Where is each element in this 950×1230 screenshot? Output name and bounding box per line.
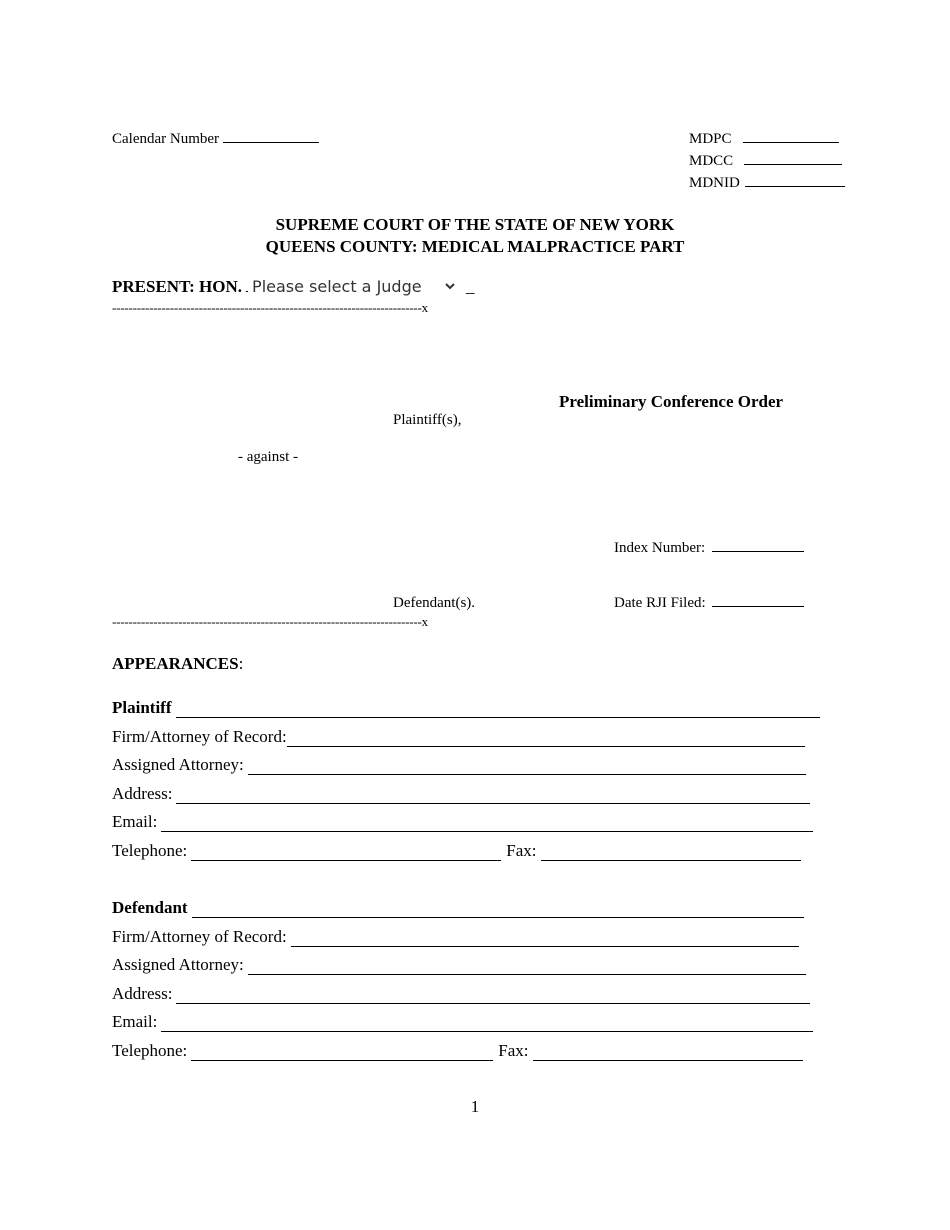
plaintiff-firm-label: Firm/Attorney of Record:	[112, 727, 287, 746]
defendant-assigned-blank[interactable]	[248, 960, 806, 975]
mdnid-field	[689, 175, 845, 192]
plaintiff-assigned-blank[interactable]	[248, 760, 806, 775]
plaintiff-address-label: Address:	[112, 784, 173, 803]
plaintiff-address-row	[112, 784, 810, 804]
mdpc-blank[interactable]	[743, 141, 839, 143]
present-label: PRESENT: HON.	[112, 277, 243, 296]
mdcc-label: MDCC	[689, 153, 734, 169]
plaintiffs-label: Plaintiff(s),	[393, 412, 462, 428]
defendant-firm-blank[interactable]	[291, 932, 799, 947]
mdcc-field	[689, 153, 842, 170]
plaintiff-assigned-label: Assigned Attorney:	[112, 755, 244, 774]
appearances-heading-text: APPEARANCES	[112, 654, 239, 673]
present-trailing: _	[466, 277, 475, 296]
index-number-label: Index Number:	[614, 540, 706, 556]
present-line	[112, 276, 475, 297]
defendant-address-label: Address:	[112, 984, 173, 1003]
plaintiff-assigned-row	[112, 755, 806, 775]
caption-separator-top: ---------------------------------------------------------------------------x	[112, 300, 428, 315]
defendant-party-label: Defendant	[112, 898, 188, 917]
appearances-colon: :	[238, 654, 244, 673]
defendant-party-row	[112, 898, 804, 918]
page-number: 1	[470, 1097, 480, 1116]
date-rji-field	[614, 595, 804, 612]
defendant-email-label: Email:	[112, 1012, 158, 1031]
mdpc-field	[689, 131, 839, 148]
plaintiff-firm-row	[112, 727, 805, 747]
defendant-telephone-blank[interactable]	[191, 1046, 493, 1061]
defendant-address-blank[interactable]	[176, 989, 810, 1004]
caption-separator-bottom: ---------------------------------------------------------------------------x	[112, 614, 428, 629]
mdcc-blank[interactable]	[744, 163, 842, 165]
mdpc-label: MDPC	[689, 131, 732, 147]
mdnid-blank[interactable]	[745, 185, 845, 187]
plaintiff-party-label: Plaintiff	[112, 698, 172, 717]
plaintiff-fax-blank[interactable]	[541, 846, 801, 861]
plaintiff-party-blank[interactable]	[176, 703, 820, 718]
calendar-number-field	[112, 131, 319, 148]
plaintiff-email-label: Email:	[112, 812, 158, 831]
defendant-fax-blank[interactable]	[533, 1046, 803, 1061]
plaintiff-address-blank[interactable]	[176, 789, 810, 804]
defendant-assigned-label: Assigned Attorney:	[112, 955, 244, 974]
mdnid-label: MDNID	[689, 175, 740, 191]
defendant-fax-label: Fax:	[498, 1041, 529, 1060]
date-rji-blank[interactable]	[712, 605, 804, 607]
court-title-line2: QUEENS COUNTY: MEDICAL MALPRACTICE PART	[265, 237, 685, 256]
defendant-phone-row	[112, 1041, 803, 1061]
appearances-heading	[112, 654, 243, 674]
plaintiff-telephone-label: Telephone:	[112, 841, 188, 860]
defendant-firm-label: Firm/Attorney of Record:	[112, 927, 287, 946]
calendar-number-label: Calendar Number	[112, 131, 220, 147]
plaintiff-fax-label: Fax:	[506, 841, 537, 860]
defendant-party-blank[interactable]	[192, 903, 804, 918]
defendant-email-row	[112, 1012, 813, 1032]
defendants-label: Defendant(s).	[393, 595, 476, 611]
calendar-number-blank[interactable]	[223, 141, 319, 143]
defendant-firm-row	[112, 927, 799, 947]
judge-select[interactable]	[248, 276, 458, 297]
index-number-blank[interactable]	[712, 550, 804, 552]
court-title-line1: SUPREME COURT OF THE STATE OF NEW YORK	[275, 215, 675, 234]
defendant-address-row	[112, 984, 810, 1004]
plaintiff-email-blank[interactable]	[161, 817, 813, 832]
plaintiff-firm-blank[interactable]	[287, 732, 805, 747]
index-number-field	[614, 540, 804, 557]
plaintiff-party-row	[112, 698, 820, 718]
order-title: Preliminary Conference Order	[559, 392, 784, 411]
defendant-telephone-label: Telephone:	[112, 1041, 188, 1060]
defendant-assigned-row	[112, 955, 806, 975]
plaintiff-email-row	[112, 812, 813, 832]
date-rji-label: Date RJI Filed:	[614, 595, 706, 611]
plaintiff-phone-row	[112, 841, 801, 861]
against-label: - against -	[238, 449, 298, 465]
plaintiff-telephone-blank[interactable]	[191, 846, 501, 861]
defendant-email-blank[interactable]	[161, 1017, 813, 1032]
